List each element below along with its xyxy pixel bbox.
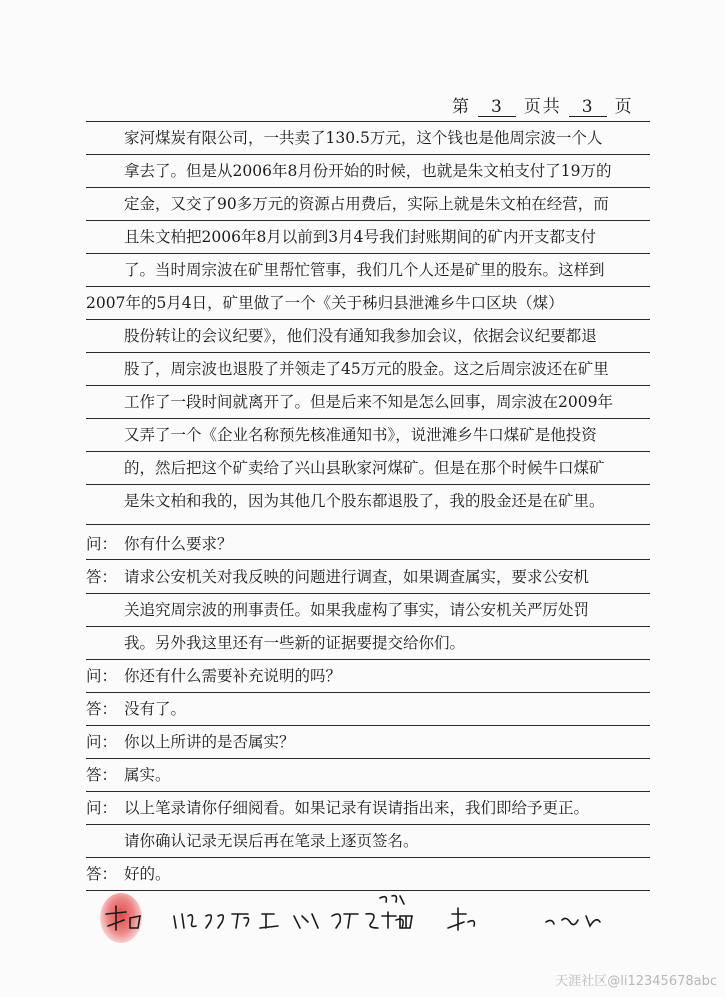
qa-label: 问：	[86, 535, 118, 553]
qa-label: 答：	[86, 568, 118, 586]
qa-label: 问：	[86, 799, 118, 817]
qa-label: 问：	[86, 667, 118, 685]
body-line: 2007年的5月4日，矿里做了一个《关于秭归县泄滩乡牛口区块（煤）	[86, 294, 564, 312]
ruled-line	[86, 857, 650, 858]
ruled-line	[86, 692, 650, 693]
qa-line: 问： 以上笔录请你仔细阅看。如果记录有误请指出来，我们即给予更正。	[86, 792, 650, 824]
qa-label: 答：	[86, 700, 118, 718]
qa-line: 问： 你以上所讲的是否属实？	[86, 726, 650, 758]
page-current: 3	[478, 98, 516, 117]
ruled-line	[86, 352, 650, 353]
ruled-line	[86, 319, 650, 320]
ruled-line	[86, 626, 650, 627]
qa-label: 问：	[86, 733, 118, 751]
page-total: 3	[569, 98, 607, 117]
ruled-line	[86, 791, 650, 792]
body-line: 定金，又交了90多万元的资源占用费后，实际上就是朱文柏在经营，而	[124, 195, 609, 213]
body-line: 拿去了。但是从2006年8月份开始的时候，也就是朱文柏支付了19万的	[124, 162, 612, 180]
ruled-line	[86, 154, 650, 155]
ruled-line	[86, 418, 650, 419]
body-line: 且朱文柏把2006年8月以前到3月4号我们封账期间的矿内开支都支付	[124, 228, 597, 246]
qa-line: 请你确认记录无误后再在笔录上逐页签名。	[124, 832, 419, 850]
body-line: 股了，周宗波也退股了并领走了45万元的股金。这之后周宗波还在矿里	[124, 360, 609, 378]
page-prefix: 第	[452, 97, 471, 117]
ruled-line	[86, 725, 650, 726]
body-line: 了。当时周宗波在矿里帮忙管事，我们几个人还是矿里的股东。这样到	[124, 261, 605, 279]
qa-label: 答：	[86, 766, 118, 784]
qa-line: 我。另外我这里还有一些新的证据要提交给你们。	[124, 634, 466, 652]
ruled-line	[86, 286, 650, 287]
ruled-line	[86, 187, 650, 188]
qa-line: 问： 你有什么要求？	[86, 528, 650, 560]
qa-line: 答： 没有了。	[86, 693, 650, 725]
body-line: 又弄了一个《企业名称预先核准通知书》，说泄滩乡牛口煤矿是他投资	[124, 426, 597, 444]
handwritten-signature	[96, 892, 636, 942]
body-line: 是朱文柏和我的，因为其他几个股东都退股了，我的股金还是在矿里。	[124, 492, 605, 510]
body-line: 股份转让的会议纪要》，他们没有通知我参加会议，依据会议纪要都退	[124, 327, 597, 345]
body-line: 家河煤炭有限公司，一共卖了130.5万元，这个钱也是他周宗波一个人	[124, 129, 603, 147]
ruled-line	[86, 593, 650, 594]
ruled-line	[86, 559, 650, 560]
page-number	[452, 92, 634, 117]
ruled-line	[86, 220, 650, 221]
ruled-line	[86, 451, 650, 452]
qa-line: 答： 好的。	[86, 858, 650, 890]
ruled-line	[86, 385, 650, 386]
qa-line: 关追究周宗波的刑事责任。如果我虚构了事实，请公安机关严厉处罚	[124, 601, 590, 619]
watermark: 天涯社区@li12345678abc	[555, 974, 717, 989]
ruled-line	[86, 484, 650, 485]
page-suffix: 页	[614, 97, 634, 117]
ruled-line	[86, 758, 650, 759]
ruled-line	[86, 659, 650, 660]
page-middle: 页共	[523, 97, 562, 117]
body-line: 工作了一段时间就离开了。但是后来不知是怎么回事，周宗波在2009年	[124, 393, 613, 411]
qa-line: 答： 请求公安机关对我反映的问题进行调查，如果调查属实，要求公安机	[86, 561, 650, 593]
ruled-line	[86, 253, 650, 254]
qa-line: 问： 你还有什么需要补充说明的吗？	[86, 660, 650, 692]
body-line: 的，然后把这个矿卖给了兴山县耿家河煤矿。但是在那个时候牛口煤矿	[124, 459, 605, 477]
ruled-line	[86, 121, 650, 122]
ruled-line	[86, 524, 650, 525]
qa-label: 答：	[86, 865, 118, 883]
ruled-line	[86, 890, 650, 891]
ruled-line	[86, 824, 650, 825]
qa-line: 答： 属实。	[86, 759, 650, 791]
